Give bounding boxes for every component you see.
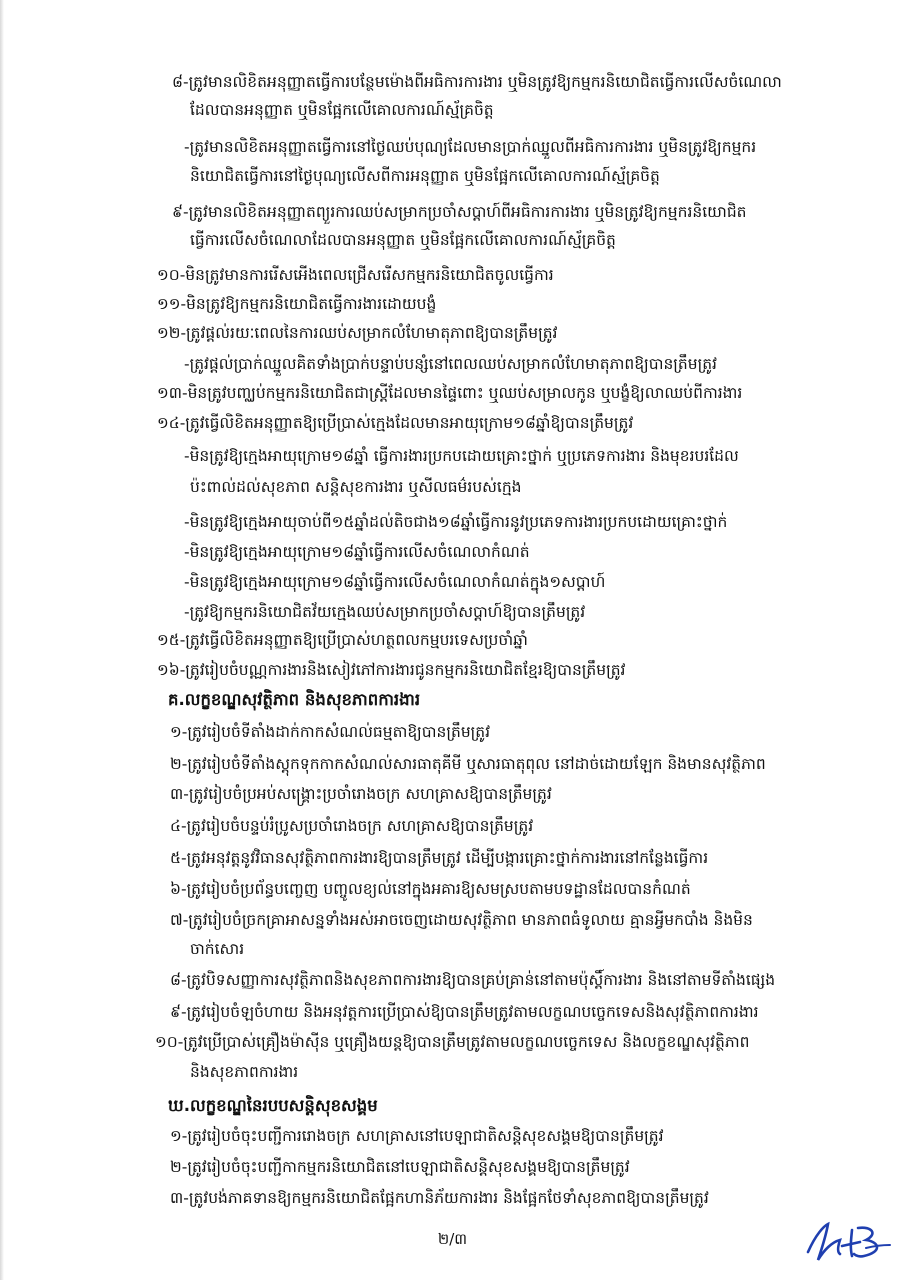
text-line: -មិនត្រូវឱ្យក្មេងអាយុក្រោម១៨ឆ្នាំ ធ្វើការងារប្រកបដោយគ្រោះថ្នាក់ ឬប្រភេទការងារ និងមុខរបរដែល bbox=[184, 447, 739, 465]
text-line: ២-ត្រូវរៀបចំទីតាំងស្តុកទុកកាកសំណល់សារធាតុគីមី ឬសារធាតុពុល នៅដាច់ដោយឡែក និងមានសុវត្ថិភាព bbox=[170, 755, 766, 773]
text-line: ១-ត្រូវរៀបចំចុះបញ្ជីការរោងចក្រ សហគ្រាសនៅបេឡាជាតិសន្តិសុខសង្គមឱ្យបានត្រឹមត្រូវ bbox=[170, 1127, 664, 1145]
text-line: ១៦-ត្រូវរៀបចំបណ្ណការងារនិងសៀវភៅការងារជូនកម្មករនិយោជិតខ្មែរឱ្យបានត្រឹមត្រូវ bbox=[157, 661, 626, 679]
text-line: ៣-ត្រូវបង់ភាគទានឱ្យកម្មករនិយោជិតផ្អែកហានិភ័យការងារ និងផ្អែកថែទាំសុខភាពឱ្យបានត្រឹមត្រូវ bbox=[170, 1189, 709, 1207]
text-line: ៩-ត្រូវមានលិខិតអនុញ្ញាតព្យួរការឈប់សម្រាកប្រចាំសប្តាហ៍ពីអធិការការងារ ឬមិនត្រូវឱ្យកម្មករនិយោជិត bbox=[172, 203, 747, 221]
text-line: ១៣-មិនត្រូវបញ្ឈប់កម្មករនិយោជិតជាស្ត្រីដែលមានផ្ទៃពោះ ឬឈប់សម្រាលកូន ឬបង្ខំឱ្យលាឈប់ពីការងារ bbox=[157, 384, 743, 402]
text-line: ២-ត្រូវរៀបចំចុះបញ្ជីកាកម្មករនិយោជិតនៅបេឡាជាតិសន្តិសុខសង្គមឱ្យបានត្រឹមត្រូវ bbox=[170, 1158, 630, 1176]
text-line: ១១-មិនត្រូវឱ្យកម្មករនិយោជិតធ្វើការងារដោយបង្ខំ bbox=[157, 295, 437, 313]
signature-icon bbox=[802, 1212, 892, 1267]
page-number: ២/៣ bbox=[437, 1230, 468, 1248]
section-heading: ឃ.លក្ខខណ្ឌនៃរបបសន្តិសុខសង្គម bbox=[168, 1096, 378, 1115]
text-line: -ត្រូវមានលិខិតអនុញ្ញាតធ្វើការនៅថ្ងៃឈប់បុណ្យដែលមានប្រាក់ឈ្នួលពីអធិការការងារ ឬមិនត្រូវឱ្យកម្មករ bbox=[184, 138, 757, 156]
text-line: -ត្រូវឱ្យកម្មករនិយោជិតវ័យក្មេងឈប់សម្រាកប្រចាំសប្តាហ៍ឱ្យបានត្រឹមត្រូវ bbox=[184, 603, 586, 621]
text-line: ៣-ត្រូវរៀបចំប្រអប់សង្គ្រោះប្រចាំរោងចក្រ សហគ្រាសឱ្យបានត្រឹមត្រូវ bbox=[170, 785, 552, 803]
text-line: ៨-ត្រូវមានលិខិតអនុញ្ញាតធ្វើការបន្ថែមម៉ោងពីអធិការការងារ ឬមិនត្រូវឱ្យកម្មករនិយោជិតធ្វើការលើសចំណេលា bbox=[172, 73, 782, 91]
text-line: ៥-ត្រូវអនុវត្តនូវវិធានសុវត្ថិភាពការងារឱ្យបានត្រឹមត្រូវ ដើម្បីបង្ការគ្រោះថ្នាក់ការងារនៅកន្លែងធ្វើការ bbox=[170, 849, 709, 867]
text-line: ៦-ត្រូវរៀបចំប្រព័ន្ធបញ្ចេញ បញ្ចូលខ្យល់នៅក្នុងអគារឱ្យសមស្របតាមបទដ្ឋានដែលបានកំណត់ bbox=[170, 880, 691, 898]
text-line: ១៤-ត្រូវធ្វើលិខិតអនុញ្ញាតឱ្យប្រើប្រាស់ក្មេងដែលមានអាយុក្រោម១៨ឆ្នាំឱ្យបានត្រឹមត្រូវ bbox=[157, 414, 634, 432]
text-line: -ត្រូវផ្តល់ប្រាក់ឈ្នួលគិតទាំងប្រាក់បន្ទាប់បន្សំនៅពេលឈប់សម្រាកលំហែមាតុភាពឱ្យបានត្រឹមត្រូវ bbox=[184, 355, 717, 373]
text-line: ដែលបានអនុញ្ញាត ឬមិនផ្អែកលើគោលការណ៍ស្ម័គ្រចិត្ត bbox=[190, 101, 494, 119]
text-line: ៧-ត្រូវរៀបចំច្រកគ្រាអាសន្នទាំងអស់អាចចេញដោយសុវត្ថិភាព មានភាពធំទូលាយ គ្មានអ្វីមកបាំង និងមិន bbox=[170, 911, 753, 929]
text-line: ៨-ត្រូវបិទសញ្ញាការសុវត្ថិភាពនិងសុខភាពការងារឱ្យបានគ្រប់គ្រាន់នៅតាមប៉ុស្តិ៍ការងារ និងនៅតាមទីតាំងផ្សេង bbox=[170, 971, 776, 989]
text-line: -មិនត្រូវឱ្យក្មេងអាយុចាប់ពី១៥ឆ្នាំដល់តិចជាង១៨ឆ្នាំធ្វើការនូវប្រភេទការងារប្រកបដោយគ្រោះថ្នាក់ bbox=[184, 513, 728, 531]
text-line: ១០-មិនត្រូវមានការរើសអើងពេលជ្រើសរើសកម្មករនិយោជិតចូលធ្វើការ bbox=[157, 266, 554, 284]
text-line: និងសុខភាពការងារ bbox=[190, 1063, 299, 1081]
text-line: ១០-ត្រូវប្រើប្រាស់គ្រឿងម៉ាស៊ីន ឬគ្រឿងយន្តឱ្យបានត្រឹមត្រូវតាមលក្ខណបច្ចេកទេស និងលក្ខខណ្ឌសុវត្ថិភាព bbox=[155, 1033, 750, 1051]
text-line: ១២-ត្រូវផ្តល់រយៈពេលនៃការឈប់សម្រាកលំហែមាតុភាពឱ្យបានត្រឹមត្រូវ bbox=[157, 324, 558, 342]
text-line: ធ្វើការលើសចំណេលាដែលបានអនុញ្ញាត ឬមិនផ្អែកលើគោលការណ៍ស្ម័គ្រចិត្ត bbox=[190, 231, 616, 249]
text-line: និយោជិតធ្វើការនៅថ្ងៃបុណ្យលើសពីការអនុញ្ញាត ឬមិនផ្អែកលើគោលការណ៍ស្ម័គ្រចិត្ត bbox=[190, 167, 660, 185]
scan-edge bbox=[0, 0, 4, 1280]
text-line: ចាក់សោរ bbox=[190, 940, 245, 958]
text-line: ១-ត្រូវរៀបចំទីតាំងដាក់កាកសំណល់ធម្មតាឱ្យបានត្រឹមត្រូវ bbox=[170, 723, 491, 741]
text-line: -មិនត្រូវឱ្យក្មេងអាយុក្រោម១៨ឆ្នាំធ្វើការលើសចំណេលាកំណត់ក្នុង១សប្តាហ៍ bbox=[184, 573, 606, 591]
text-line: ប៉ះពាល់ដល់សុខភាព សន្តិសុខការងារ ឬសីលធម៌របស់ក្មេង bbox=[190, 478, 522, 496]
text-line: ៩-ត្រូវរៀបចំឡចំហាយ និងអនុវត្តការប្រើប្រាស់ឱ្យបានត្រឹមត្រូវតាមលក្ខណបច្ចេកទេសនិងសុវត្ថិភាពការងារ bbox=[170, 1003, 759, 1021]
section-heading: គ.លក្ខខណ្ឌសុវត្ថិភាព និងសុខភាពការងារ bbox=[168, 690, 421, 709]
text-line: ១៥-ត្រូវធ្វើលិខិតអនុញ្ញាតឱ្យប្រើប្រាស់ហត្ថពលកម្មបរទេសប្រចាំឆ្នាំ bbox=[157, 631, 528, 649]
text-line: -មិនត្រូវឱ្យក្មេងអាយុក្រោម១៨ឆ្នាំធ្វើការលើសចំណេលាកំណត់ bbox=[184, 543, 530, 561]
text-line: ៤-ត្រូវរៀបចំបន្ទប់រំប្រូសប្រចាំរោងចក្រ សហគ្រាសឱ្យបានត្រឹមត្រូវ bbox=[170, 817, 534, 835]
